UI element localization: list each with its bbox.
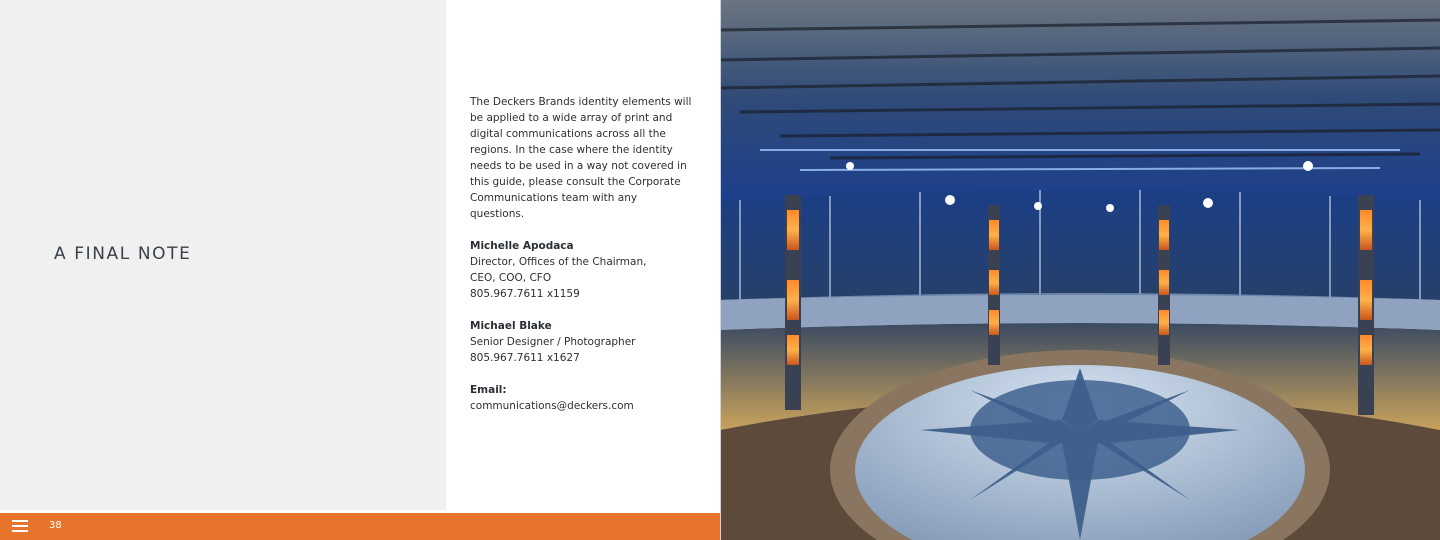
footer-bar: [0, 513, 720, 540]
section-title: A FINAL NOTE: [54, 244, 192, 264]
email-label: Email:: [470, 384, 507, 396]
intro-paragraph: The Deckers Brands identity elements will be applied to a wide array of print and digital communications across all the regions. In the case where the identity needs to be used in a way not covered in this guide, please consult the Corporate Communications team with any questions.: [470, 96, 692, 220]
contact-michael-blake: [470, 318, 700, 366]
contact-title-line: Senior Designer / Photographer: [470, 336, 636, 348]
hamburger-menu-icon[interactable]: [12, 520, 28, 533]
atrium-lobby-photo: [720, 0, 1440, 540]
contact-list: [470, 238, 700, 430]
contact-name: Michael Blake: [470, 320, 552, 332]
contact-name: Michelle Apodaca: [470, 240, 574, 252]
contact-title-line: Director, Offices of the Chairman,: [470, 256, 647, 268]
content-panel: [446, 0, 720, 513]
left-panel: [0, 0, 446, 510]
contact-phone: 805.967.7611 x1627: [470, 352, 580, 364]
contact-phone: 805.967.7611 x1159: [470, 288, 580, 300]
contact-email: [470, 382, 700, 414]
contact-michelle-apodaca: [470, 238, 700, 302]
contact-title-line: CEO, COO, CFO: [470, 272, 552, 284]
email-address[interactable]: communications@deckers.com: [470, 400, 634, 412]
page-number: 38: [49, 520, 62, 531]
